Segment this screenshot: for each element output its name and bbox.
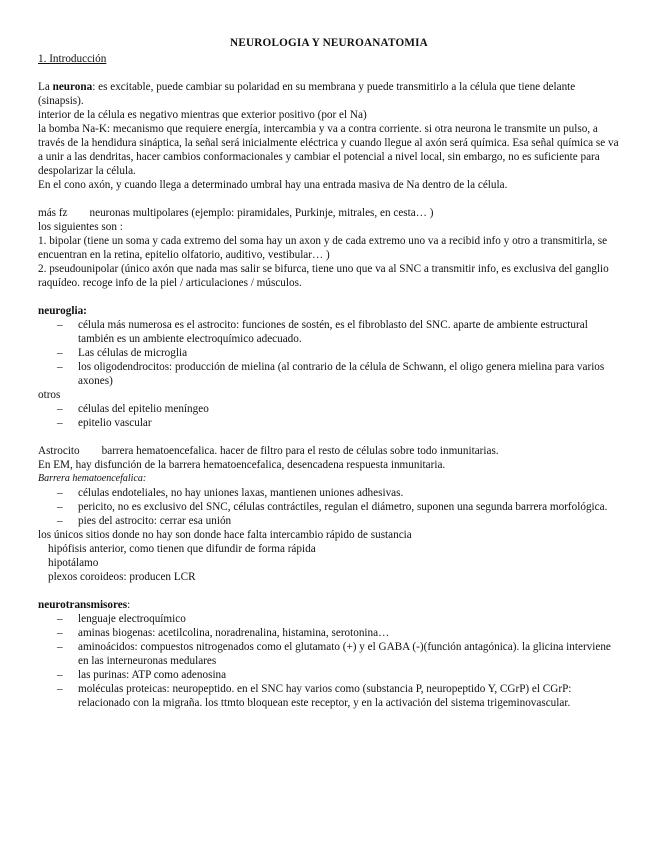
bipolar-paragraph: 1. bipolar (tiene un soma y cada extremo del soma hay un axon y de cada extremo uno va a recibid info y otro a transmitirla, se encuentran en la retina, epitelio olfatorio, auditivo, vestibular… ) [38,235,608,261]
neurona-paragraph [38,80,620,108]
document-page [38,36,620,710]
unicos-sitios-line: los únicos sitios donde no hay son donde hace falta intercambio rápido de sustancia [38,529,412,541]
list-item: – moléculas proteicas: neuropeptido. en el SNC hay varios como (substancia P, neuropeptido Y, CGrP) el CGrP: relacionado con la migraña. los ttmto bloquean este receptor, y en la activación del sistema trigeminovascular. [38,682,620,710]
neurona-lead-pre: La [38,81,53,93]
list-item: – lenguaje electroquímico [38,612,620,626]
siguientes-line: los siguientes son : [38,221,123,233]
sitio-plexos: plexos coroideos: producen LCR [48,571,196,583]
neurotransmisores-colon: : [127,599,131,611]
em-paragraph: En EM, hay disfunción de la barrera hematoencefalica, desencadena respuesta inmunitaria. [38,459,446,471]
neurotransmisores-heading [38,598,620,612]
astrocito-line [38,444,620,458]
bomba-paragraph: la bomba Na-K: mecanismo que requiere energía, intercambia y va a contra corriente. si otra neurona le transmite un pulso, a través de la hendidura sináptica, la señal será inicialmente eléctrica y cuando llegue al axón será química. Esa señal química se va a unir a las dendritas, hacer cambios conformacionales y cambiar el potencial a nivel local, sin embargo, no es suficiente para despolarizar la célula. [38,123,619,177]
list-item: – pericito, no es exclusivo del SNC, células contráctiles, regulan el diámetro, suponen una segunda barrera morfológica. [38,500,620,514]
mas-fz-text: neuronas multipolares (ejemplo: piramidales, Purkinje, mitrales, en cesta… ) [89,207,434,219]
list-item: – Las células de microglia [38,346,620,360]
list-item: – pies del astrocito: cerrar esa unión [38,514,620,528]
neuroglia-heading: neuroglia: [38,305,87,317]
list-item: – células endoteliales, no hay uniones laxas, mantienen uniones adhesivas. [38,486,620,500]
list-item: – aminoácidos: compuestos nitrogenados como el glutamato (+) y el GABA (-)(función antagónica). la glicina interviene en las interneuronas medulares [38,640,620,668]
astrocito-text: barrera hematoencefalica. hacer de filtro para el resto de células sobre todo inmunitarias. [101,445,499,457]
mas-fz-label: más fz [38,207,68,219]
list-item: – aminas biogenas: acetilcolina, noradrenalina, histamina, serotonina… [38,626,620,640]
barrera-list [38,486,620,528]
list-item: – las purinas: ATP como adenosina [38,668,620,682]
astrocito-label: Astrocito [38,445,80,457]
otros-list [38,402,620,430]
pseudounipolar-paragraph: 2. pseudounipolar (único axón que nada mas salir se bifurca, tiene uno que va al SNC a transmitir info, es exclusiva del ganglio raquídeo. recoge info de la piel / articulaciones / músculos. [38,263,609,289]
barrera-subheading: Barrera hematoencefalica: [38,473,147,484]
neurona-lead-rest: : es excitable, puede cambiar su polaridad en su membrana y puede transmitirlo a la célula que tiene delante (sinapsis). [38,81,576,107]
list-item: – células del epitelio meníngeo [38,402,620,416]
sitio-hipotalamo: hipotálamo [48,557,99,569]
list-item: – los oligodendrocitos: producción de mielina (al contrario de la célula de Schwann, el oligo genera mielina para varios axones) [38,360,620,388]
otros-label: otros [38,389,61,401]
polarity-paragraph: interior de la célula es negativo mientras que exterior positivo (por el Na) [38,109,367,121]
neurotransmisores-list [38,612,620,710]
section-heading-introduccion: 1. Introducción [38,53,107,65]
list-item: – célula más numerosa es el astrocito: funciones de sostén, es el fibroblasto del SNC. aparte de ambiente estructural también es un ambiente electroquímico adecuado. [38,318,620,346]
neurotransmisores-term: neurotransmisores [38,599,128,611]
mas-fz-line [38,206,620,220]
list-item: – epitelio vascular [38,416,620,430]
sitio-hipofisis: hipófisis anterior, como tienen que difundir de forma rápida [48,543,316,555]
neurona-term: neurona [52,81,93,93]
cono-axon-paragraph: En el cono axón, y cuando llega a determinado umbral hay una entrada masiva de Na dentro de la célula. [38,179,508,191]
neuroglia-list [38,318,620,388]
document-title: NEUROLOGIA Y NEUROANATOMIA [230,37,428,49]
